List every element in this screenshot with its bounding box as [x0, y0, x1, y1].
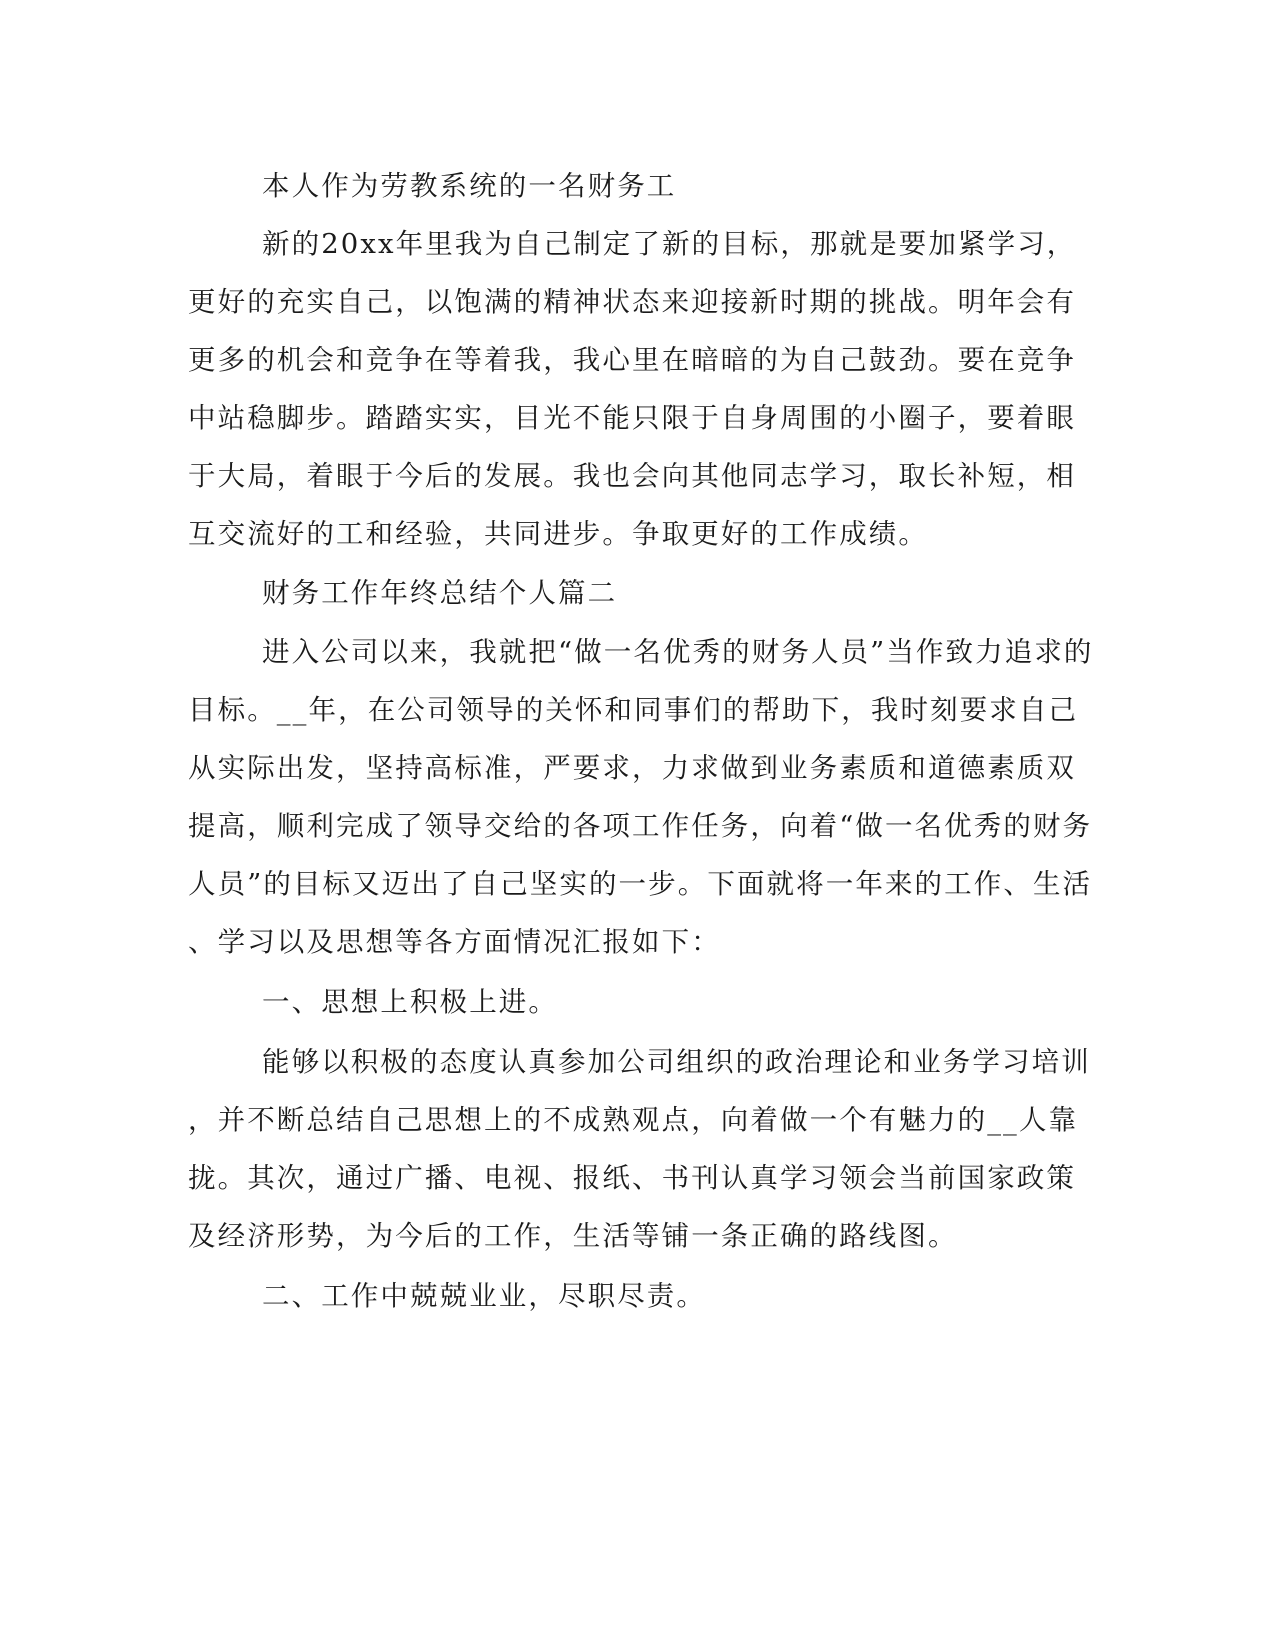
- paragraph-company-line: 、学习以及思想等各方面情况汇报如下：: [188, 926, 721, 958]
- paragraph-thought-line: 能够以积极的态度认真参加公司组织的政治理论和业务学习培训: [262, 1046, 1091, 1078]
- subheading-work: 二、工作中兢兢业业，尽职尽责。: [262, 1280, 706, 1312]
- paragraph-goal-line: 于大局，着眼于今后的发展。我也会向其他同志学习，取长补短，相: [188, 460, 1076, 492]
- subheading-thought: 一、思想上积极上进。: [262, 986, 558, 1018]
- paragraph-thought-line: 及经济形势，为今后的工作，生活等铺一条正确的路线图。: [188, 1220, 958, 1252]
- paragraph-company-line: 目标。__年，在公司领导的关怀和同事们的帮助下，我时刻要求自己: [188, 694, 1079, 726]
- paragraph-intro-line: 本人作为劳教系统的一名财务工: [262, 170, 677, 202]
- paragraph-goal-line: 更好的充实自己，以饱满的精神状态来迎接新时期的挑战。明年会有: [188, 286, 1076, 318]
- paragraph-goal-line: 新的20xx年里我为自己制定了新的目标，那就是要加紧学习，: [262, 228, 1077, 260]
- paragraph-thought-line: ，并不断总结自己思想上的不成熟观点，向着做一个有魅力的__人靠: [188, 1104, 1079, 1136]
- paragraph-company-line: 人员”的目标又迈出了自己坚实的一步。下面就将一年来的工作、生活: [188, 868, 1093, 900]
- paragraph-goal-line: 互交流好的工和经验，共同进步。争取更好的工作成绩。: [188, 518, 928, 550]
- paragraph-company-line: 从实际出发，坚持高标准，严要求，力求做到业务素质和道德素质双: [188, 752, 1076, 784]
- paragraph-goal-line: 更多的机会和竞争在等着我，我心里在暗暗的为自己鼓劲。要在竞争: [188, 344, 1076, 376]
- paragraph-goal-line: 中站稳脚步。踏踏实实，目光不能只限于自身周围的小圈子，要着眼: [188, 402, 1076, 434]
- paragraph-company-line: 进入公司以来，我就把“做一名优秀的财务人员”当作致力追求的: [262, 636, 1094, 668]
- section-heading: 财务工作年终总结个人篇二: [262, 577, 618, 609]
- paragraph-thought-line: 拢。其次，通过广播、电视、报纸、书刊认真学习领会当前国家政策: [188, 1162, 1076, 1194]
- paragraph-company-line: 提高，顺利完成了领导交给的各项工作任务，向着“做一名优秀的财务: [188, 810, 1093, 842]
